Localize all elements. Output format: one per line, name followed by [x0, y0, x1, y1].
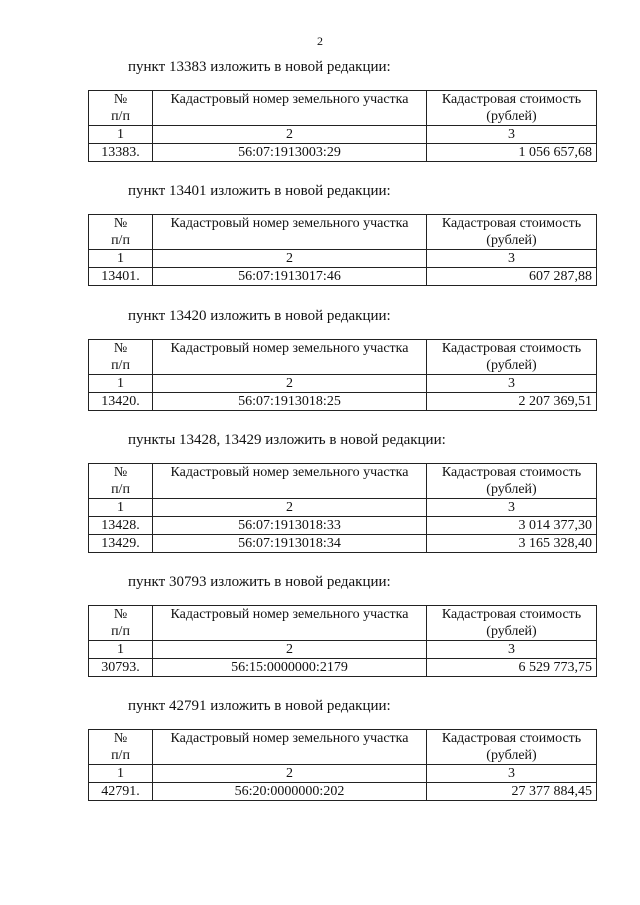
- header-cadastral-cost: Кадастровая стоимость (рублей): [427, 91, 597, 126]
- amendment-section: [88, 305, 596, 411]
- header-cadastral-cost: Кадастровая стоимость (рублей): [427, 606, 597, 641]
- column-index: 3: [427, 499, 597, 517]
- cadastral-cost: 2 207 369,51: [427, 393, 597, 411]
- cadastral-table: [88, 729, 597, 801]
- table-header-row: [89, 215, 597, 250]
- cadastral-number: 56:07:1913018:25: [153, 393, 427, 411]
- table-row: [89, 393, 597, 411]
- section-caption: пункт 13383 изложить в новой редакции:: [128, 59, 391, 75]
- page-number: 2: [317, 34, 323, 48]
- header-cadastral-number: Кадастровый номер земельного участка: [153, 730, 427, 765]
- column-index-row: [89, 126, 597, 144]
- row-number: 13401.: [89, 268, 153, 286]
- header-cadastral-number: Кадастровый номер земельного участка: [153, 606, 427, 641]
- table-header-row: [89, 91, 597, 126]
- amendment-section: [88, 695, 596, 801]
- cadastral-table: [88, 90, 597, 162]
- table-header-row: [89, 464, 597, 499]
- amendment-section: [88, 429, 596, 553]
- cadastral-number: 56:07:1913018:33: [153, 517, 427, 535]
- row-number: 30793.: [89, 659, 153, 677]
- cadastral-number: 56:07:1913003:29: [153, 144, 427, 162]
- table-header-row: [89, 606, 597, 641]
- table-row: [89, 535, 597, 553]
- column-index: 2: [153, 641, 427, 659]
- section-caption: пункт 13401 изложить в новой редакции:: [128, 183, 391, 199]
- row-number: 42791.: [89, 783, 153, 801]
- column-index: 3: [427, 375, 597, 393]
- cadastral-cost: 3 014 377,30: [427, 517, 597, 535]
- header-cadastral-number: Кадастровый номер земельного участка: [153, 464, 427, 499]
- row-number: 13428.: [89, 517, 153, 535]
- column-index: 1: [89, 250, 153, 268]
- header-cadastral-cost: Кадастровая стоимость (рублей): [427, 464, 597, 499]
- column-index: 1: [89, 375, 153, 393]
- row-number: 13429.: [89, 535, 153, 553]
- column-index-row: [89, 375, 597, 393]
- column-index-row: [89, 765, 597, 783]
- table-header-row: [89, 730, 597, 765]
- column-index: 1: [89, 499, 153, 517]
- column-index-row: [89, 250, 597, 268]
- cadastral-cost: 6 529 773,75: [427, 659, 597, 677]
- cadastral-table: [88, 463, 597, 553]
- column-index: 2: [153, 250, 427, 268]
- column-index: 3: [427, 126, 597, 144]
- header-number: № п/п: [89, 91, 153, 126]
- row-number: 13383.: [89, 144, 153, 162]
- amendment-section: [88, 180, 596, 286]
- cadastral-table: [88, 339, 597, 411]
- header-number: № п/п: [89, 606, 153, 641]
- amendment-section: [88, 571, 596, 677]
- cadastral-number: 56:15:0000000:2179: [153, 659, 427, 677]
- header-cadastral-number: Кадастровый номер земельного участка: [153, 215, 427, 250]
- table-header-row: [89, 340, 597, 375]
- section-caption: пункт 30793 изложить в новой редакции:: [128, 574, 391, 590]
- amendment-section: [88, 56, 596, 162]
- column-index-row: [89, 499, 597, 517]
- cadastral-number: 56:20:0000000:202: [153, 783, 427, 801]
- table-row: [89, 268, 597, 286]
- cadastral-number: 56:07:1913018:34: [153, 535, 427, 553]
- header-number: № п/п: [89, 340, 153, 375]
- table-row: [89, 783, 597, 801]
- column-index: 2: [153, 499, 427, 517]
- header-cadastral-number: Кадастровый номер земельного участка: [153, 91, 427, 126]
- column-index: 2: [153, 375, 427, 393]
- column-index: 2: [153, 126, 427, 144]
- cadastral-cost: 27 377 884,45: [427, 783, 597, 801]
- cadastral-number: 56:07:1913017:46: [153, 268, 427, 286]
- header-number: № п/п: [89, 730, 153, 765]
- column-index: 1: [89, 641, 153, 659]
- header-cadastral-cost: Кадастровая стоимость (рублей): [427, 340, 597, 375]
- header-cadastral-number: Кадастровый номер земельного участка: [153, 340, 427, 375]
- table-row: [89, 144, 597, 162]
- cadastral-table: [88, 605, 597, 677]
- column-index: 3: [427, 641, 597, 659]
- column-index: 3: [427, 250, 597, 268]
- header-number: № п/п: [89, 215, 153, 250]
- header-cadastral-cost: Кадастровая стоимость (рублей): [427, 215, 597, 250]
- column-index: 1: [89, 765, 153, 783]
- table-row: [89, 517, 597, 535]
- table-row: [89, 659, 597, 677]
- section-caption: пункт 42791 изложить в новой редакции:: [128, 698, 391, 714]
- column-index-row: [89, 641, 597, 659]
- section-caption: пункты 13428, 13429 изложить в новой редакции:: [128, 432, 446, 448]
- cadastral-cost: 1 056 657,68: [427, 144, 597, 162]
- cadastral-cost: 3 165 328,40: [427, 535, 597, 553]
- column-index: 3: [427, 765, 597, 783]
- section-caption: пункт 13420 изложить в новой редакции:: [128, 308, 391, 324]
- row-number: 13420.: [89, 393, 153, 411]
- header-number: № п/п: [89, 464, 153, 499]
- column-index: 1: [89, 126, 153, 144]
- cadastral-cost: 607 287,88: [427, 268, 597, 286]
- header-cadastral-cost: Кадастровая стоимость (рублей): [427, 730, 597, 765]
- column-index: 2: [153, 765, 427, 783]
- cadastral-table: [88, 214, 597, 286]
